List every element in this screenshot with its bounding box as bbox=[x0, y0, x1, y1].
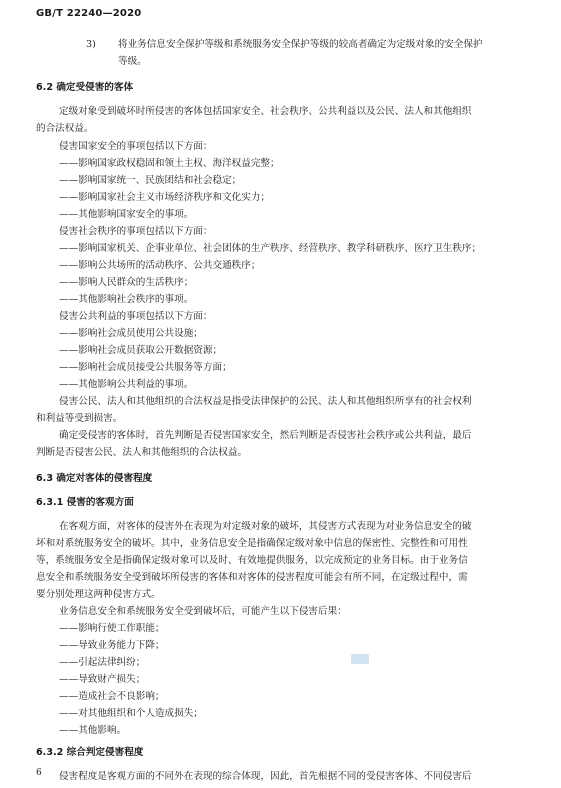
list-item: ——影响社会成员获取公开数据资源； bbox=[59, 345, 223, 356]
list-item: ——其他影响国家安全的事项。 bbox=[59, 209, 194, 220]
list-intro: 侵害国家安全的事项包括以下方面： bbox=[59, 141, 213, 152]
section-heading-6-3-1: 6.3.1 侵害的客观方面 bbox=[36, 497, 134, 508]
paragraph-line: 的合法权益。 bbox=[36, 123, 94, 134]
list-item-text-line-1: 将业务信息安全保护等级和系统服务安全保护等级的较高者确定为定级对象的安全保护 bbox=[118, 39, 483, 50]
page-number: 6 bbox=[36, 768, 42, 778]
paragraph-line: 息安全和系统服务安全受到破坏所侵害的客体和对客体的侵害程度可能会有所不同，在定级过程中，需 bbox=[36, 572, 468, 583]
list-item: ——导致业务能力下降； bbox=[59, 640, 165, 651]
watermark-stamp bbox=[351, 654, 369, 664]
section-heading-6-3: 6.3 确定对客体的侵害程度 bbox=[36, 473, 153, 484]
paragraph-line: 判断是否侵害公民、法人和其他组织的合法权益。 bbox=[36, 447, 248, 458]
list-item: ——引起法律纠纷； bbox=[59, 657, 146, 668]
list-item: ——影响行使工作职能； bbox=[59, 623, 165, 634]
list-item: ——影响国家社会主义市场经济秩序和文化实力； bbox=[59, 192, 271, 203]
list-item: ——其他影响社会秩序的事项。 bbox=[59, 294, 194, 305]
paragraph-line: 定级对象受到破坏时所侵害的客体包括国家安全、社会秩序、公共利益以及公民、法人和其他组织 bbox=[59, 106, 472, 117]
list-item-number: 3) bbox=[86, 39, 96, 50]
paragraph-line: 侵害公民、法人和其他组织的合法权益是指受法律保护的公民、法人和其他组织所享有的社会权利 bbox=[59, 396, 472, 407]
list-intro: 业务信息安全和系统服务安全受到破坏后，可能产生以下侵害后果： bbox=[59, 606, 347, 617]
paragraph-line: 和利益等受到损害。 bbox=[36, 413, 123, 424]
list-item-text-line-2: 等级。 bbox=[118, 56, 147, 67]
paragraph-line: 确定受侵害的客体时，首先判断是否侵害国家安全，然后判断是否侵害社会秩序或公共利益，最后 bbox=[59, 430, 472, 441]
list-item: ——影响人民群众的生活秩序； bbox=[59, 277, 194, 288]
paragraph-line: 坏和对系统服务安全的破坏。其中，业务信息安全是指确保定级对象中信息的保密性、完整性和可用性 bbox=[36, 538, 468, 549]
section-heading-6-2: 6.2 确定受侵害的客体 bbox=[36, 82, 134, 93]
list-item: ——其他影响。 bbox=[59, 725, 127, 736]
section-heading-6-3-2: 6.3.2 综合判定侵害程度 bbox=[36, 747, 144, 758]
list-item: ——对其他组织和个人造成损失； bbox=[59, 708, 203, 719]
list-item: ——导致财产损失； bbox=[59, 674, 146, 685]
paragraph-line: 在客观方面，对客体的侵害外在表现为对定级对象的破坏，其侵害方式表现为对业务信息安全的破 bbox=[59, 521, 472, 532]
list-item: ——影响国家统一、民族团结和社会稳定； bbox=[59, 175, 242, 186]
list-item: ——其他影响公共利益的事项。 bbox=[59, 379, 194, 390]
list-item: ——造成社会不良影响； bbox=[59, 691, 165, 702]
list-intro: 侵害公共利益的事项包括以下方面： bbox=[59, 311, 213, 322]
list-item: ——影响国家政权稳固和领土主权、海洋权益完整； bbox=[59, 158, 280, 169]
list-item: ——影响社会成员使用公共设施； bbox=[59, 328, 203, 339]
list-item: ——影响社会成员接受公共服务等方面； bbox=[59, 362, 232, 373]
paragraph-line: 侵害程度是客观方面的不同外在表现的综合体现，因此，首先根据不同的受侵害客体、不同侵害后 bbox=[59, 771, 472, 782]
list-item: ——影响公共场所的活动秩序、公共交通秩序； bbox=[59, 260, 261, 271]
standard-number-header: GB/T 22240—2020 bbox=[36, 8, 142, 19]
list-intro: 侵害社会秩序的事项包括以下方面： bbox=[59, 226, 213, 237]
paragraph-line: 要分别处理这两种侵害方式。 bbox=[36, 589, 161, 600]
paragraph-line: 等，系统服务安全是指确保定级对象可以及时、有效地提供服务，以完成预定的业务目标。由于业务信 bbox=[36, 555, 468, 566]
list-item: ——影响国家机关、企事业单位、社会团体的生产秩序、经营秩序、教学科研秩序、医疗卫生秩序； bbox=[59, 243, 482, 254]
